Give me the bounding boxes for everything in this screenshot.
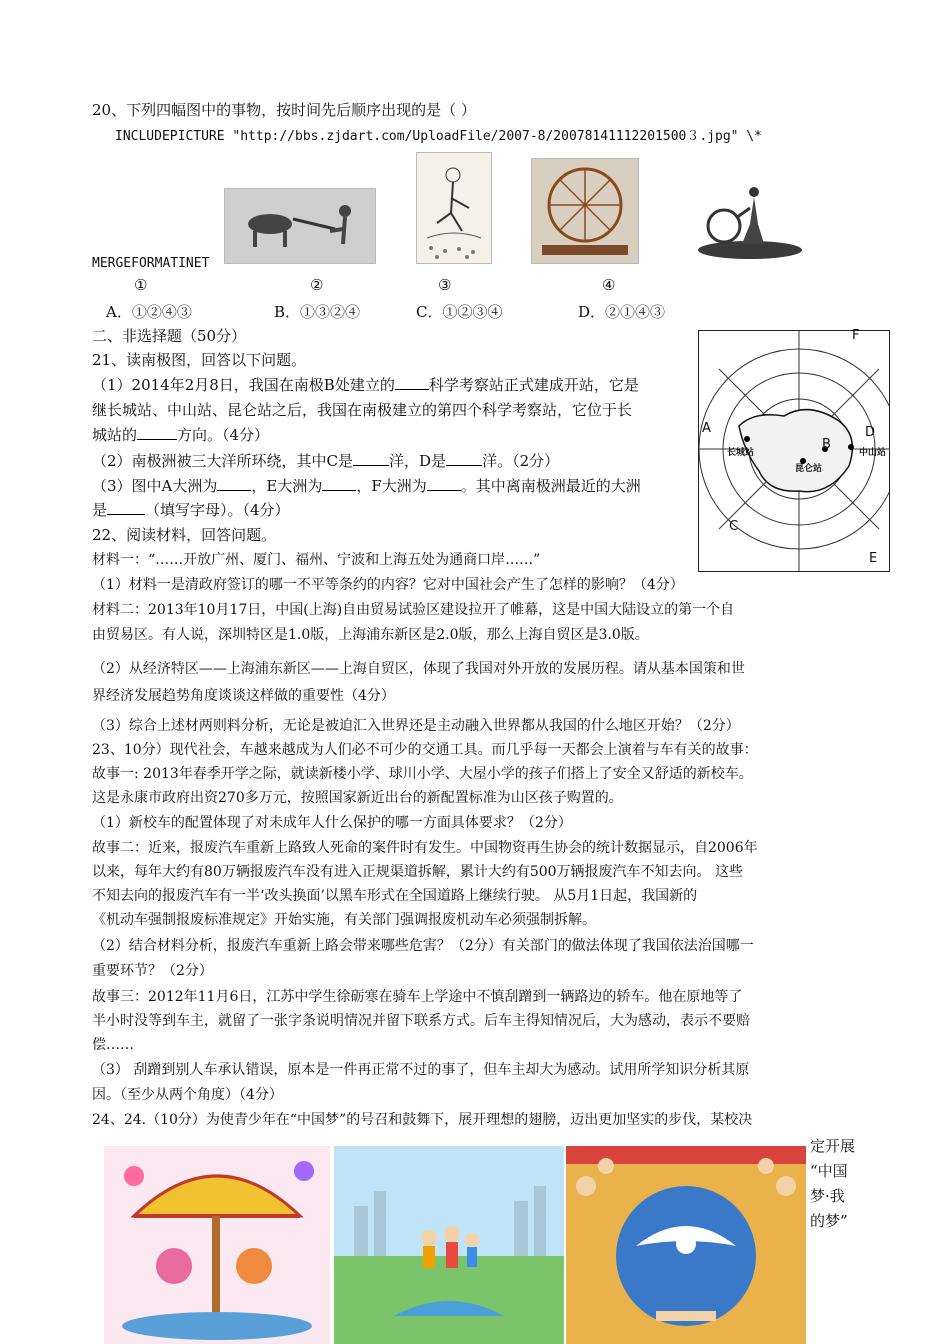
option-d: D．②①④③ <box>578 303 666 321</box>
q22-question2-line2: 界经济发展趋势角度谈谈这样做的重要性（4分） <box>92 688 395 704</box>
q21-line5: （3）图中A大洲为 ，E大洲为 ，F大洲为 。其中离南极洲最近的大洲 <box>92 477 641 495</box>
pic-number-4: ④ <box>602 276 616 294</box>
q23-story3-line2: 半小时没等到车主，就留了一张字条说明情况并留下联系方式。后车主得知情况后，大为感动，表示不要赔 <box>92 1013 750 1029</box>
map-label-c: C <box>729 519 739 534</box>
q23-story1-line2: 这是永康市政府出资270多万元，按照国家新近出台的新配置标准为山区孩子购置的。 <box>92 790 623 806</box>
antarctica-map <box>698 330 890 572</box>
q22-stem: 22、阅读材料，回答问题。 <box>92 526 277 544</box>
q22-question1: （1）材料一是清政府签订的哪一不平等条约的内容？它对中国社会产生了怎样的影响？（4分） <box>92 577 684 593</box>
q23-question2-line1: （2）结合材料分析，报废汽车重新上路会带来哪些危害？（2分）有关部门的做法体现了我国依法治国哪一 <box>92 938 754 954</box>
q22-material2-line1: 材料二：2013年10月17日，中国(上海)自由贸易试验区建设拉开了帷幕，这是中国大陆设立的第一个自 <box>92 602 735 618</box>
q21-line4: （2）南极洲被三大洋所环绕，其中C是 洋，D是 洋。（2分） <box>92 452 560 470</box>
spinning-wheel-figurine-image <box>694 184 806 262</box>
q22-material2-line2: 由贸易区。有人说，深圳特区是1.0版，上海浦东新区是2.0版，那么上海自贸区是3.0版。 <box>92 627 649 643</box>
waterwheel-model-image <box>531 158 639 264</box>
q21-line1: （1）2014年2月8日，我国在南极B处建立的 科学考察站正式建成开站，它是 <box>92 376 639 394</box>
q23-question3-line1: （3） 刮蹭到别人车承认错误，原本是一件再正常不过的事了，但车主却大为感动。试用所学知识分析其原 <box>92 1062 750 1078</box>
map-label-d: D <box>865 425 876 440</box>
family-landscape-image <box>334 1146 564 1344</box>
q24-stem: 24、24.（10分）为使青少年在“中国梦”的号召和鼓舞下，展开理想的翅膀，迈出更加坚实的步伐，某校决 <box>92 1112 753 1128</box>
option-a: A．①②④③ <box>106 303 192 321</box>
q23-question2-line2: 重要环节？（2分） <box>92 963 213 979</box>
q23-story3-line1: 故事三：2012年11月6日，江苏中学生徐砺寒在骑车上学途中不慎刮蹭到一辆路边的轿车。他在原地等了 <box>92 989 743 1005</box>
q23-story2-line1: 故事二：近来，报废汽车重新上路致人死命的案件时有发生。中国物资再生协会的统计数据显示，自2006年 <box>92 840 758 856</box>
q21-line3: 城站的 方向。（4分） <box>92 426 270 444</box>
q21-line6: 是 （填写字母）。（4分） <box>92 501 290 519</box>
q23-question3-line2: 因。（至少从两个角度）（4分） <box>92 1087 283 1103</box>
q24-side-4: 的梦” <box>810 1212 848 1230</box>
q24-side-3: 梦·我 <box>810 1187 845 1205</box>
map-station-kunlun: 昆仑站 <box>795 464 823 474</box>
q23-story2-line3: 不知去向的报废汽车有一半‘改头换面’以黑车形式在全国道路上继续行驶。 从5月1日起，我国新的 <box>92 888 698 904</box>
option-c: C．①②③④ <box>416 303 503 321</box>
map-label-b: B <box>822 437 831 452</box>
q20-stem: 20、下列四幅图中的事物，按时间先后顺序出现的是（ ） <box>92 101 476 119</box>
map-station-zhongshan: 中山站 <box>859 448 887 458</box>
q23-question1: （1）新校车的配置体现了对未成年人什么保护的哪一方面具体要求？（2分） <box>92 815 572 831</box>
q23-story1-line1: 故事一: 2013年春季开学之际，就读新楼小学、球川小学、大屋小学的孩子们搭上了安全又舒适的新校车。 <box>92 766 753 782</box>
map-label-e: E <box>869 551 878 566</box>
section-heading: 二、非选择题（50分） <box>92 327 247 345</box>
q22-question3: （3）综合上述材两则料分析，无论是被迫汇入世界还是主动融入世界都从我国的什么地区开始？（2分） <box>92 718 740 734</box>
option-b: B．①③②④ <box>274 303 361 321</box>
pic-number-1: ① <box>134 276 148 294</box>
q24-side-2: “中国 <box>810 1162 848 1180</box>
q22-question2-line1: （2）从经济特区——上海浦东新区——上海自贸区，体现了我国对外开放的发展历程。请从基本国策和世 <box>92 661 745 677</box>
pic-number-3: ③ <box>438 276 452 294</box>
q23-story2-line4: 《机动车强制报废标准规定》开始实施，有关部门强调报废机动车必须强制拆解。 <box>92 912 596 928</box>
q24-side-1: 定开展 <box>810 1137 856 1155</box>
world-peace-dove-image <box>566 1146 806 1344</box>
map-label-f: F <box>852 328 860 343</box>
q23-stem: 23、10分）现代社会，车越来越成为人们必不可少的交通工具。而几乎每一天都会上演着与车有关的故事： <box>92 742 758 758</box>
pic-number-2: ② <box>310 276 324 294</box>
q21-line2: 继长城站、中山站、昆仑站之后，我国在南极建立的第四个科学考察站，它位于长 <box>92 401 633 419</box>
q22-material1: 材料一：“……开放广州、厦门、福州、宁波和上海五处为通商口岸……” <box>92 552 541 568</box>
q23-story2-line2: 以来，每年大约有80万辆报废汽车没有进入正规渠道拆解，累计大约有500万辆报废汽车不知去向。 这些 <box>92 864 743 880</box>
q20-includepicture: INCLUDEPICTURE "http://bbs.zjdart.com/UploadFile/2007-8/20078141112201500３.jpg" \* <box>115 129 762 144</box>
map-label-a: A <box>702 421 711 436</box>
q21-stem: 21、读南极图，回答以下问题。 <box>92 351 307 369</box>
farmer-woodcut-image <box>416 152 492 264</box>
q20-mergeformat: MERGEFORMATINET <box>92 256 210 271</box>
map-station-changcheng: 长城站 <box>727 448 755 458</box>
ox-plough-rubbing-image <box>224 188 376 264</box>
q23-story3-line3: 偿…… <box>92 1037 134 1053</box>
carousel-drawing-image <box>104 1146 330 1344</box>
